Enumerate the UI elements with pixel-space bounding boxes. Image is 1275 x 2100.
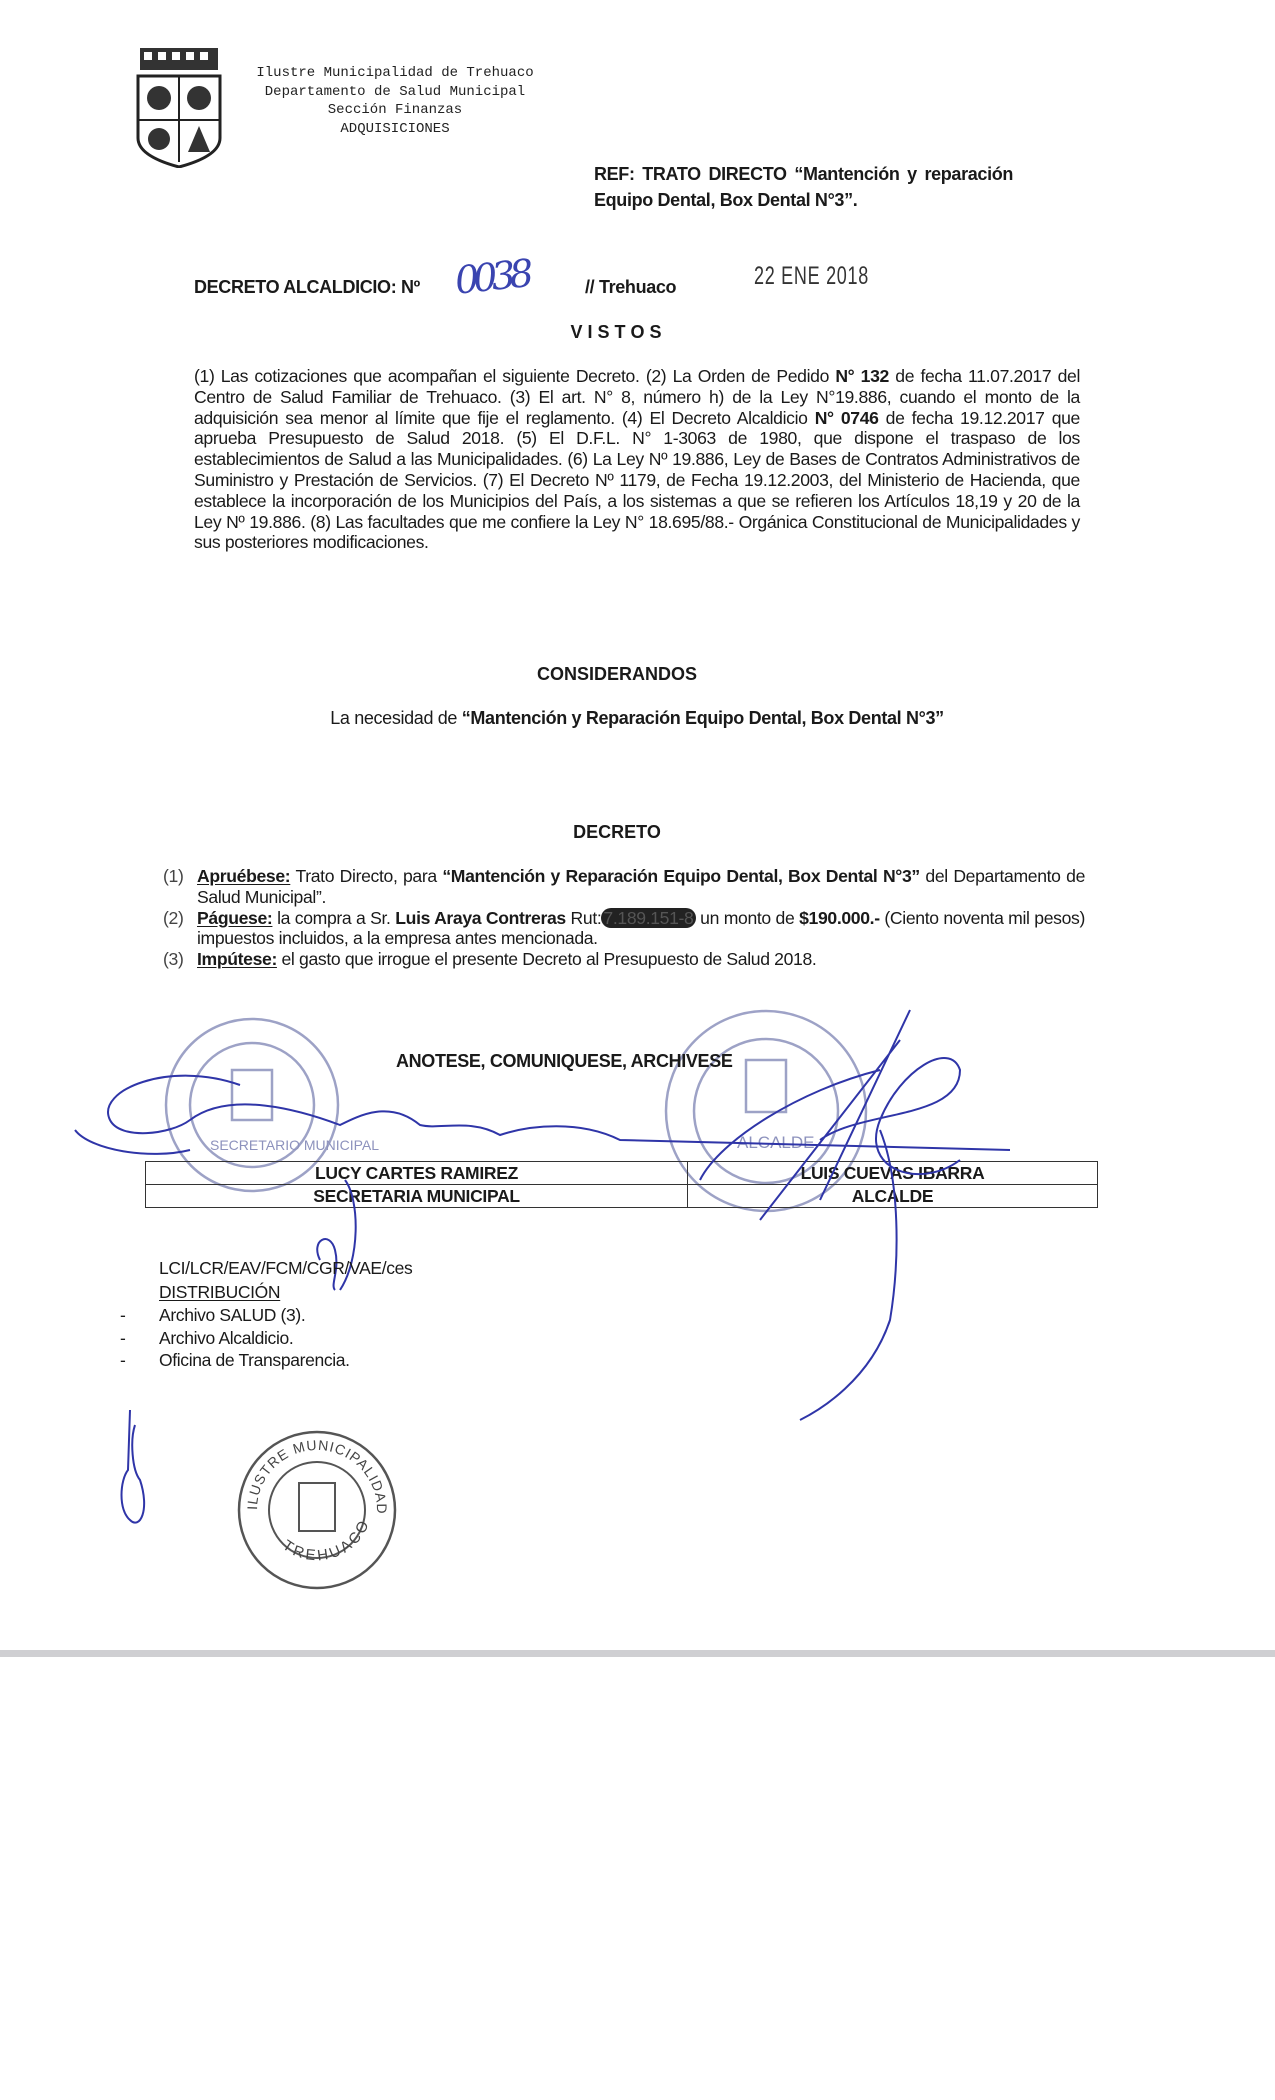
vistos-title: V I S T O S (570, 322, 662, 342)
left-signer-name: LUCY CARTES RAMIREZ (146, 1162, 688, 1185)
considerandos-text: La necesidad de “Mantención y Reparación Equipo Dental, Box Dental N°3” (330, 708, 944, 728)
svg-text:ILUSTRE MUNICIPALIDAD: ILUSTRE MUNICIPALIDAD (243, 1436, 391, 1515)
handwritten-decree-number: 0038 (452, 251, 530, 303)
right-signer-name: LUIS CUEVAS IBARRA (688, 1162, 1098, 1185)
bottom-municipal-stamp (235, 1428, 400, 1593)
ref-line-2: Equipo Dental, Box Dental N°3”. (594, 190, 858, 210)
ref-line-1: REF: TRATO DIRECTO “Mantención y reparación (594, 164, 1014, 184)
svg-text:TREHUACO: TREHUACO (279, 1515, 374, 1565)
distribution-item: - Archivo Alcaldicio. (120, 1327, 294, 1348)
alcalde-signature (700, 1010, 960, 1420)
decreto-title: DECRETO (573, 822, 661, 842)
item-number: (1) (163, 866, 184, 886)
considerandos-title: CONSIDERANDOS (536, 664, 697, 684)
secretaria-stamp-text: SECRETARIO MUNICIPAL (210, 1137, 380, 1153)
item-number: (3) (163, 949, 184, 970)
decreto-item: (2) Páguese: la compra a Sr. Luis Araya Contreras Rut: 7.189.151-8 un monto de $190.000.- (Ciento noventa mil pesos) impuestos incluidos, a la empresa antes mencionada. (163, 907, 1085, 949)
distribution-item: - Archivo SALUD (3). (120, 1305, 306, 1325)
closing-formula: ANOTESE, COMUNIQUESE, ARCHIVESE (396, 1051, 733, 1071)
left-signer-title: SECRETARIA MUNICIPAL (146, 1185, 688, 1208)
margin-signature (122, 1410, 145, 1523)
item-number: (2) (163, 907, 184, 928)
distribution-list (120, 1304, 350, 1372)
decree-place: // Trehuaco (585, 277, 677, 297)
right-signer-title: ALCALDE (688, 1185, 1098, 1208)
decreto-item: (3) Impútese: el gasto que irrogue el presente Decreto al Presupuesto de Salud 2018. (163, 949, 817, 970)
header-line: Ilustre Municipalidad de Trehuaco (256, 65, 534, 81)
page-edge (0, 1650, 1275, 1657)
header-line: Sección Finanzas (327, 102, 463, 118)
header-line: Departamento de Salud Municipal (264, 83, 526, 100)
distribution-item: - Oficina de Transparencia. (120, 1350, 350, 1370)
header-line: ADQUISICIONES (340, 120, 450, 137)
decree-number-label: DECRETO ALCALDICIO: Nº (194, 277, 420, 297)
date-stamp: 22 ENE 2018 (754, 262, 869, 290)
decreto-item: (1) Apruébese: Trato Directo, para “Mantención y Reparación Equipo Dental, Box Dental N°3” del Departamento de Salud Municipal”. (163, 866, 1086, 907)
distribution-title: DISTRIBUCIÓN (159, 1282, 281, 1302)
initials-reference: LCI/LCR/EAV/FCM/CGR/VAE/ces (159, 1258, 413, 1278)
redacted-rut: 7.189.151-8 (603, 907, 694, 928)
vistos-paragraph: (1) Las cotizaciones que acompañan el siguiente Decreto. (2) La Orden de Pedido N° 132 de fecha 11.07.2017 del Centro de Salud Familiar de Trehuaco. (3) El art. N° 8, número h) de la Ley N°19.886, cuando el monto de la adquisición sea menor al límite que fije el reglamento. (4) El Decreto Alcaldicio N° 0746 de fecha 19.12.2017 que aprueba Presupuesto de Salud 2018. (5) El D.F.L. N° 1-3063 de 1980, que dispone el traspaso de los establecimientos de Salud a las Municipalidades. (6) La Ley Nº 19.886, Ley de Bases de Contratos Administrativos de Suministro y Prestación de Servicios. (7) El Decreto Nº 1179, de Fecha 19.12.2003, del Ministerio de Hacienda, que establece la incorporación de los Municipios del País, a los sistemas a que se refieren los Artículos 18,19 y 20 de la Ley Nº 19.886. (8) Las facultades que me confiere la Ley N° 18.695/88.- Orgánica Constitucional de Municipalidades y sus posteriores modificaciones. (194, 366, 1081, 553)
alcalde-stamp-text: ALCALDE (737, 1133, 815, 1152)
